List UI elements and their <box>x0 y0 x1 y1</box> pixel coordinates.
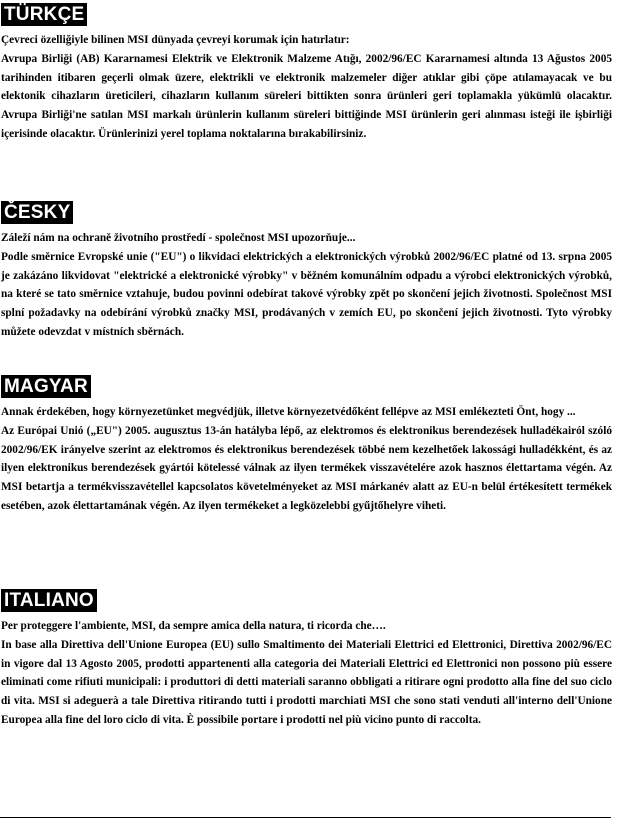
section-body-hungarian: Az Európai Unió („EU") 2005. augusztus 13-án hatályba lépő, az elektromos és elektronikus berendezések hulladékairól szóló 2002/96/EK irányelve szerint az elektromos és elektronikus berendezések többé nem kezelhetőek lakossági hulladékként, és az ilyen elektronikus berendezések gyártói kötelessé válnak az ilyen termékek visszavételére azok hasznos élettartama végén. Az MSI betartja a termékvisszavétellel kapcsolatos követelményeket az MSI márkanév alatt az EU-n belül értékesített termékek esetében, azok élettartamának végén. Az ilyen termékeket a legközelebbi gyűjtőhelyre viheti. <box>1 424 612 512</box>
section-body-italian: In base alla Direttiva dell'Unione Europea (EU) sullo Smaltimento dei Materiali Elettrici ed Elettronici, Direttiva 2002/96/EC in vigore dal 13 Agosto 2005, prodotti appartenenti alla categoria dei Materiali Elettrici ed Elettronici non possono più essere eliminati come rifiuti municipali: i produttori di detti materiali saranno obbligati a ritirare ogni prodotto alla fine del suo ciclo di vita. MSI si adeguerà a tale Direttiva ritirando tutti i prodotti marchiati MSI che sono stati venduti all'interno dell'Unione Europea alla fine del loro ciclo di vita. È possibile portare i prodotti nel più vicino punto di raccolta. <box>1 638 612 726</box>
bottom-divider <box>0 817 611 818</box>
section-heading-turkish: TÜRKÇE <box>1 3 87 26</box>
section-hungarian <box>0 375 625 516</box>
section-turkish <box>0 3 625 144</box>
section-italian <box>0 589 625 730</box>
section-intro-hungarian: Annak érdekében, hogy környezetünket megvédjük, illetve környezetvédőként fellépve az MSI emlékezteti Önt, hogy ... <box>1 406 576 418</box>
section-heading-hungarian: MAGYAR <box>1 375 91 398</box>
section-body-turkish: Avrupa Birliği (AB) Kararnamesi Elektrik ve Elektronik Malzeme Atığı, 2002/96/EC Kararnamesi altında 13 Ağustos 2005 tarihinden itibaren geçerli olmak üzere, elektrikli ve elektronik malzemeler diğer atıklar gibi çöpe atılamayacak ve bu elektonik cihazların üreticileri, cihazların kullanım süreleri bittikten sonra ürünleri geri toplamakla yükümlü olacaktır. Avrupa Birliği'ne satılan MSI markalı ürünlerin kullanım süreleri bittiğinde MSI ürünlerin geri alınması isteği ile işbirliği içerisinde olacaktır. Ürünlerinizi yerel toplama noktalarına bırakabilirsiniz. <box>1 52 612 140</box>
section-intro-czech: Záleží nám na ochraně životního prostředí - společnost MSI upozorňuje... <box>1 232 356 244</box>
section-intro-italian: Per proteggere l'ambiente, MSI, da sempre amica della natura, ti ricorda che…. <box>1 620 386 632</box>
section-heading-italian: ITALIANO <box>1 589 97 612</box>
section-intro-turkish: Çevreci özelliğiyle bilinen MSI dünyada çevreyi korumak için hatırlatır: <box>1 34 350 46</box>
section-czech <box>0 201 625 342</box>
section-heading-czech: ČESKY <box>1 201 73 224</box>
section-body-czech: Podle směrnice Evropské unie ("EU") o likvidaci elektrických a elektronických výrobků 2002/96/EC platné od 13. srpna 2005 je zakázáno likvidovat "elektrické a elektronické výrobky" v běžném komunálním odpadu a výrobci elektronických výrobků, na které se tato směrnice vztahuje, budou povinni odebírat takové výrobky zpět po skončení jejich životnosti. Společnost MSI splní požadavky na odebírání výrobků značky MSI, prodávaných v zemích EU, po skončení jejich životnosti. Tyto výrobky můžete odevzdat v místních sběrnách. <box>1 250 612 338</box>
